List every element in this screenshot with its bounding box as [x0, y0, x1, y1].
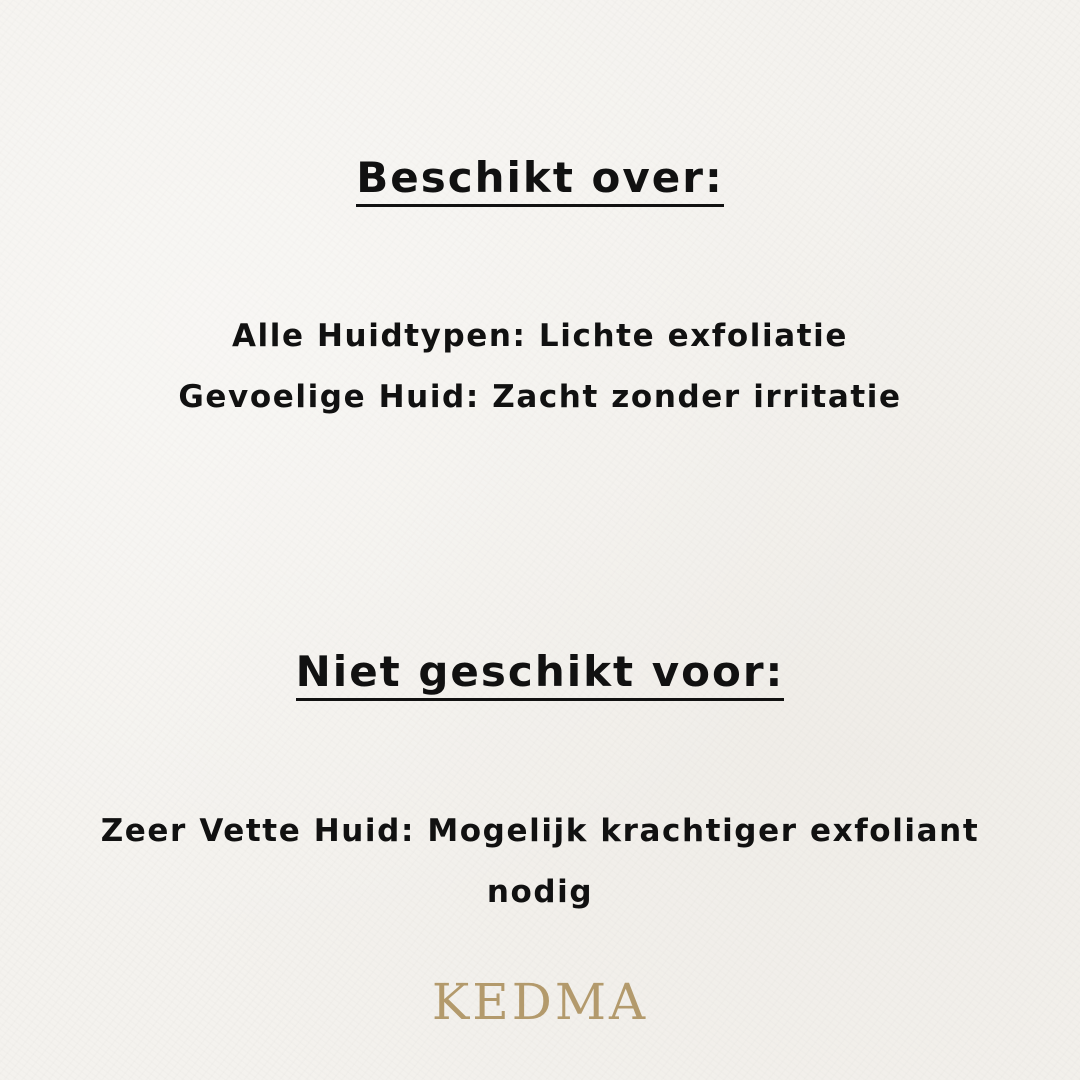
suitable-item-all-skin-types: Alle Huidtypen: Lichte exfoliatie — [231, 318, 849, 354]
not-suitable-heading-text: Niet geschikt voor: — [296, 646, 785, 701]
suitable-item-sensitive-skin: Gevoelige Huid: Zacht zonder irritatie — [178, 379, 902, 415]
brand-logo: KEDMA — [431, 973, 649, 1031]
not-suitable-item-oily-skin: Zeer Vette Huid: Mogelijk krachtiger exfoliant — [100, 813, 980, 849]
suitable-heading-text: Beschikt over: — [356, 152, 724, 207]
not-suitable-item-oily-skin-continued: nodig — [486, 874, 594, 910]
not-suitable-heading — [0, 644, 1080, 701]
suitable-heading — [0, 150, 1080, 207]
